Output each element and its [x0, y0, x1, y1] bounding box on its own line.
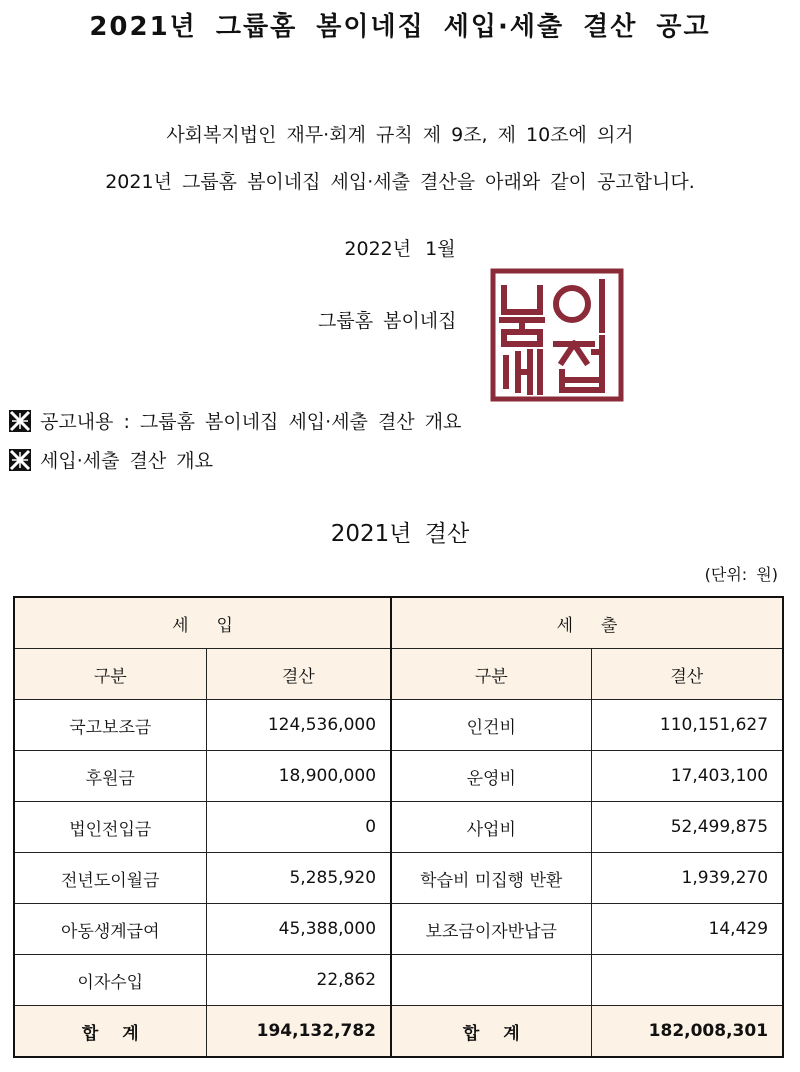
revenue-header: 세입 — [14, 597, 391, 649]
table-row — [14, 853, 783, 904]
revenue-item: 국고보조금 — [14, 700, 206, 751]
settlement-table — [13, 596, 784, 1058]
organization-name: 그룹홈 봄이네집 — [318, 310, 457, 332]
table-row — [14, 751, 783, 802]
expense-amount: 1,939,270 — [591, 853, 783, 904]
revenue-item: 전년도이월금 — [14, 853, 206, 904]
expense-header: 세출 — [391, 597, 783, 649]
expense-amount: 14,429 — [591, 904, 783, 955]
table-subheader-row — [14, 649, 783, 700]
expense-item: 학습비 미집행 반환 — [391, 853, 591, 904]
revenue-item: 이자수입 — [14, 955, 206, 1006]
revenue-amount: 45,388,000 — [206, 904, 391, 955]
table-row — [14, 700, 783, 751]
table-row — [14, 802, 783, 853]
intro-line-2: 2021년 그룹홈 봄이네집 세입·세출 결산을 아래와 같이 공고합니다. — [105, 171, 695, 193]
announcement-date: 2022년 1월 — [344, 238, 456, 260]
expense-amount: 52,499,875 — [591, 802, 783, 853]
ornament-bullet-icon — [8, 409, 32, 433]
expense-category-header: 구분 — [391, 649, 591, 700]
expense-item: 사업비 — [391, 802, 591, 853]
page-title: 2021년 그룹홈 봄이네집 세입·세출 결산 공고 — [89, 12, 711, 42]
ornament-bullet-icon — [8, 448, 32, 472]
expense-amount-header: 결산 — [591, 649, 783, 700]
revenue-item: 법인전입금 — [14, 802, 206, 853]
expense-amount: 17,403,100 — [591, 751, 783, 802]
bullet-text: 세입·세출 결산 개요 — [40, 450, 213, 472]
revenue-item: 후원금 — [14, 751, 206, 802]
revenue-total-amount: 194,132,782 — [206, 1006, 391, 1058]
unit-label: (단위: 원) — [704, 565, 778, 584]
expense-item: 보조금이자반납금 — [391, 904, 591, 955]
expense-amount: 110,151,627 — [591, 700, 783, 751]
expense-total-label: 합계 — [391, 1006, 591, 1058]
revenue-item: 아동생계급여 — [14, 904, 206, 955]
bullet-text: 공고내용 : 그룹홈 봄이네집 세입·세출 결산 개요 — [40, 411, 462, 433]
revenue-amount: 124,536,000 — [206, 700, 391, 751]
intro-line-1: 사회복지법인 재무·회계 규칙 제 9조, 제 10조에 의거 — [166, 124, 634, 146]
section-subtitle: 2021년 결산 — [330, 521, 470, 547]
revenue-total-label: 합계 — [14, 1006, 206, 1058]
expense-item: 운영비 — [391, 751, 591, 802]
official-seal-icon — [490, 268, 624, 402]
bullet-item — [8, 407, 461, 434]
expense-item: 인건비 — [391, 700, 591, 751]
table-row — [14, 955, 783, 1006]
revenue-amount: 18,900,000 — [206, 751, 391, 802]
bullet-item — [8, 446, 213, 473]
expense-amount — [591, 955, 783, 1006]
total-row — [14, 1006, 783, 1058]
revenue-category-header: 구분 — [14, 649, 206, 700]
revenue-amount-header: 결산 — [206, 649, 391, 700]
revenue-amount: 5,285,920 — [206, 853, 391, 904]
revenue-amount: 0 — [206, 802, 391, 853]
table-header-row — [14, 597, 783, 649]
revenue-amount: 22,862 — [206, 955, 391, 1006]
table-row — [14, 904, 783, 955]
expense-total-amount: 182,008,301 — [591, 1006, 783, 1058]
expense-item — [391, 955, 591, 1006]
